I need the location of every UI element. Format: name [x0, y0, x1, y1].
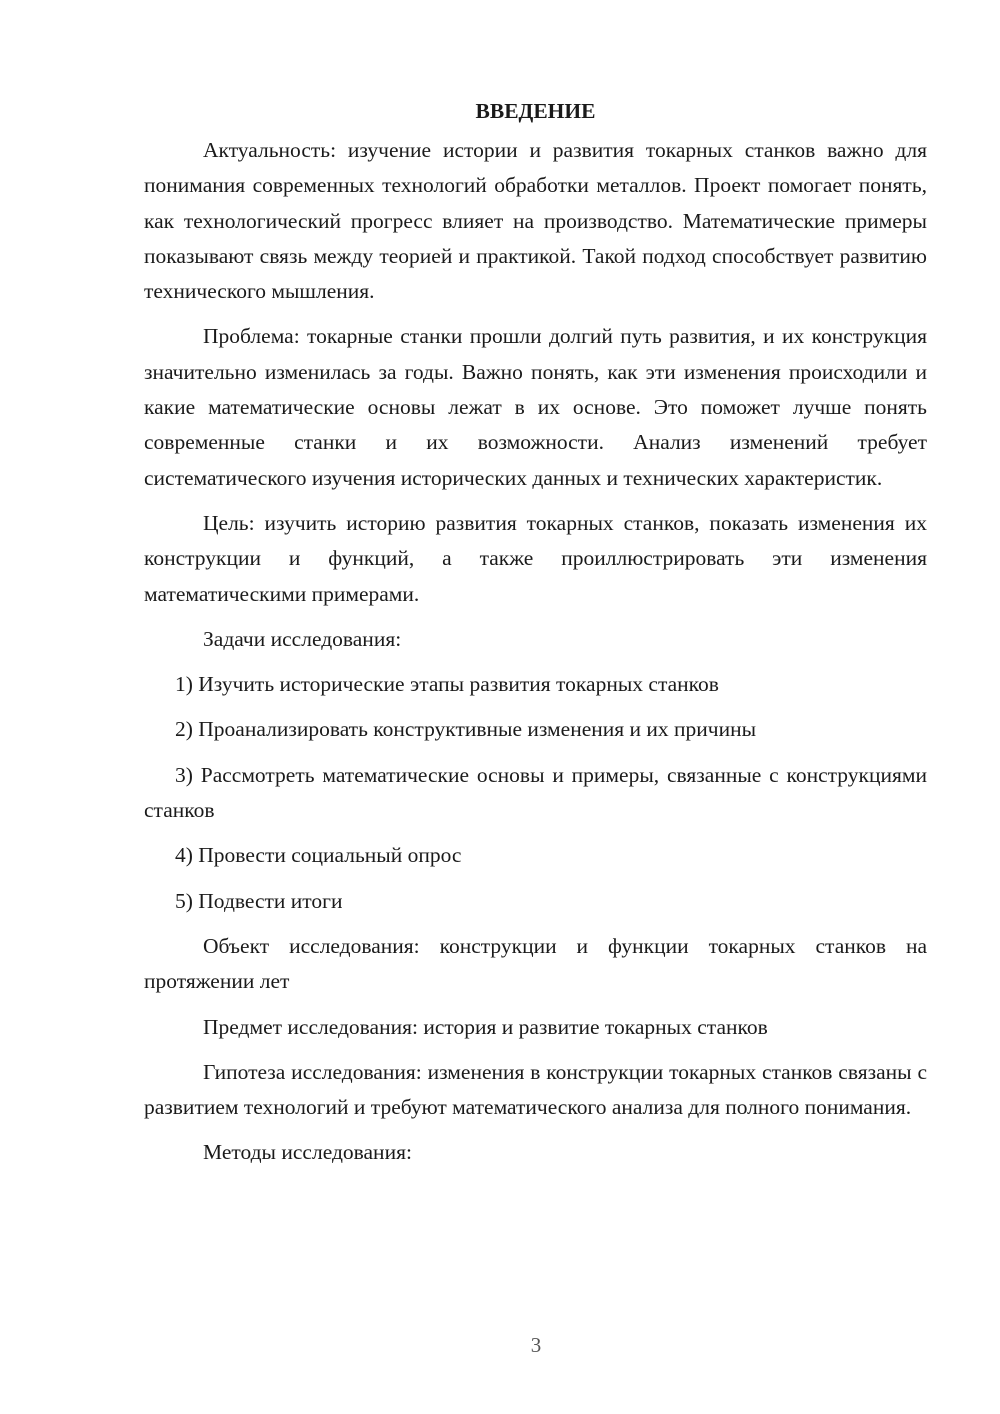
task-item-3: 3) Рассмотреть математические основы и примеры, связанные с конструкциями станков: [144, 762, 927, 823]
paragraph-relevance: Актуальность: изучение истории и развития токарных станков важно для понимания современных технологий обработки металлов. Проект помогает понять, как технологический прогресс влияет на производство. Математические примеры показывают связь между теорией и практикой. Такой подход способствует развитию технического мышления.: [144, 138, 927, 304]
paragraph-goal: Цель: изучить историю развития токарных станков, показать изменения их конструкции и функций, а также проиллюстрировать эти изменения математическими примерами.: [144, 510, 927, 606]
task-item-4: 4) Провести социальный опрос: [175, 843, 462, 868]
methods-heading: Методы исследования:: [203, 1140, 412, 1165]
page-number: 3: [530, 1333, 542, 1357]
paragraph-object: Объект исследования: конструкции и функции токарных станков на протяжении лет: [144, 933, 927, 994]
task-item-5: 5) Подвести итоги: [175, 888, 343, 913]
task-item-2: 2) Проанализировать конструктивные изменения и их причины: [175, 717, 757, 742]
document-page: [144, 94, 927, 1181]
task-item-1: 1) Изучить исторические этапы развития токарных станков: [175, 672, 719, 697]
page-title: ВВЕДЕНИЕ: [475, 99, 596, 123]
paragraph-problem: Проблема: токарные станки прошли долгий путь развития, и их конструкция значительно изменилась за годы. Важно понять, как эти изменения происходили и какие математические основы лежат в их основе. Это поможет лучше понять современные станки и их возможности. Анализ изменений требует систематического изучения исторических данных и технических характеристик.: [144, 324, 927, 490]
paragraph-subject: Предмет исследования: история и развитие токарных станков: [203, 1014, 768, 1039]
tasks-heading: Задачи исследования:: [203, 626, 402, 651]
paragraph-hypothesis: Гипотеза исследования: изменения в конструкции токарных станков связаны с развитием технологий и требуют математического анализа для полного понимания.: [144, 1059, 927, 1120]
